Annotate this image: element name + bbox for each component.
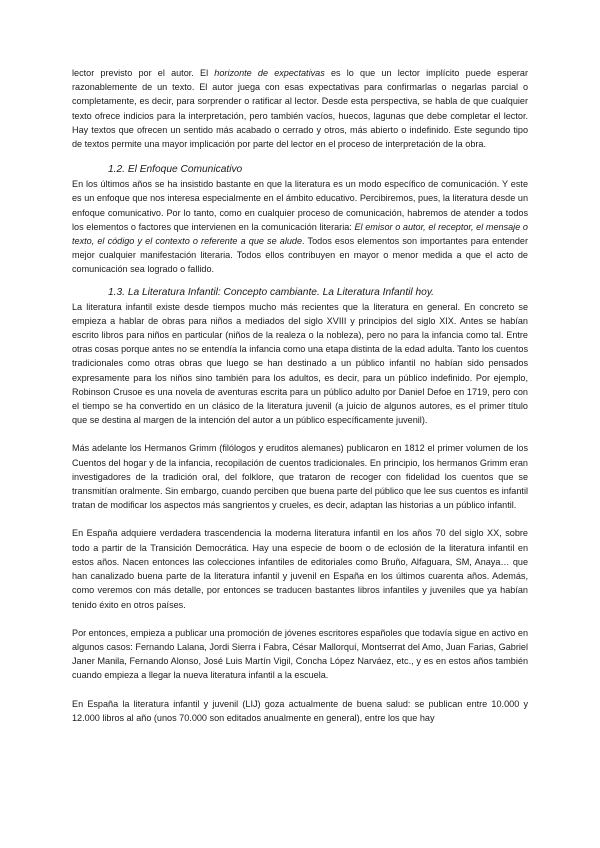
paragraph-text: lector previsto por el autor. El [72,68,215,78]
emphasis-elements: El emisor o autor, el receptor, el mensaje o texto, el código y el contexto o referente a que se alude [72,221,528,247]
document-page [72,66,528,725]
paragraph-lij-actual: En España la literatura infantil y juvenil (LIJ) goza actualmente de buena salud: se publican entre 10.000 y 12.000 libros al año (unos 70.000 son editados anualmente en general), entre los que hay [72,698,528,723]
section-heading-1-2: 1.2. El Enfoque Comunicativo [108,164,243,176]
section-heading-1-3: 1.3. La Literatura Infantil: Concepto cambiante. La Literatura Infantil hoy. [108,286,435,298]
paragraph-enfoque-comunicativo [72,177,528,276]
paragraph-jovenes-escritores: Por entonces, empieza a publicar una promoción de jóvenes escritores españoles que todavía sigue en activo en algunos casos: Fernando Lalana, Jordi Sierra i Fabra, César Mallorquí, Montserrat del Amo, Juan Farias, Gabriel Janer Manila, Fernando Alonso, José Luis Martín Vigil, Concha López Narváez, etc., y es en estos años también cuando empieza a llegar la nueva literatura infantil a la escuela. [72,627,528,681]
paragraph-text: En los últimos años se ha insistido bastante en que la literatura es un modo específico de comunicación. Y este es un enfoque que nos interesa especialmente en el ámbito educativo. Percibiremos, pues, la literatura desde un enfoque comunicativo. Por lo tanto, como en cualquier proceso de comunicación, habremos de atender a todos los elementos o factores que intervienen en la comunicación literaria: [72,179,528,232]
paragraph-hermanos-grimm: Más adelante los Hermanos Grimm (filólogos y eruditos alemanes) publicaron en 1812 el primer volumen de los Cuentos del hogar y de la infancia, recopilación de cuentos tradicionales. En principio, los hermanos Grimm eran investigadores de la tradición oral, del folklore, que trataron de recoger con fidelidad los cuentos que se transmitían oralmente. Sin embargo, cuando perciben que buena parte del público que lee sus cuentos es infantil tratan de modificar los aspectos más sangrientos y crueles, es decir, adaptan las historias a un público infantil. [72,443,528,511]
paragraph-literatura-infantil: La literatura infantil existe desde tiempos mucho más recientes que la literatura en general. En concreto se empieza a hablar de obras para niños a mediados del siglo XVIII y principios del siglo XIX. Antes se habían escrito libros para niños en particular (niños de la realeza o la nobleza), pero no para la infancia como tal. Entre otras cosas porque antes no se entendía la infancia como una etapa distinta de la edad adulta. Tanto los cuentos tradicionales como otras obras que luego se han destinado a un público infantil no habían sido pensados expresamente para los niños sino también para los adultos, es decir, para un público indefinido. Por ejemplo, Robinson Crusoe es una novela de aventuras escrita para un público adulto por Daniel Defoe en 1719, pero con el tiempo se ha convertido en un clásico de la literatura juvenil (a juicio de algunos autores, es el primer título que se destina al margen de la intención del autor a un público específicamente juvenil). [72,301,528,426]
paragraph-espana-anos-70: En España adquiere verdadera trascendencia la moderna literatura infantil en los años 70 del siglo XX, sobre todo a partir de la Transición Democrática. Hay una especie de boom o de eclosión de la literatura infantil en estos años. Nacen entonces las colecciones infantiles de editoriales como Bruño, Alfaguara, SM, Anaya… que han canalizado buena parte de la literatura infantil y juvenil en España en los últimos cuarenta años. Además, como veremos con más detalle, por entonces se traducen bastantes libros infantiles y juveniles que ya habían tenido éxito en otros países. [72,528,528,610]
emphasis-term: horizonte de expectativas [214,68,325,78]
paragraph-horizonte-expectativas [72,66,528,151]
paragraph-text: . Todos esos elementos son importantes para entender mejor cualquier manifestación literaria. Todos ellos contribuyen en mayor o menor medida a que el acto de comunicación sea logrado o fallido. [72,236,528,275]
paragraph-text: es lo que un lector implícito puede esperar razonablemente de un texto. El autor juega con esas expectativas para confirmarlas o negarlas parcial o completamente, es decir, para sorprender o ratificar al lector. Desde esta perspectiva, se habla de que cualquier texto ofrece indicios para la interpretación, pero también vacíos, huecos, lagunas que debe completar el lector. Hay textos que ofrecen un sentido más acabado o cerrado y otros, más abierto o indefinido. Este segundo tipo de textos permite una mayor implicación por parte del lector en el proceso de interpretación de la obra. [72,68,528,150]
